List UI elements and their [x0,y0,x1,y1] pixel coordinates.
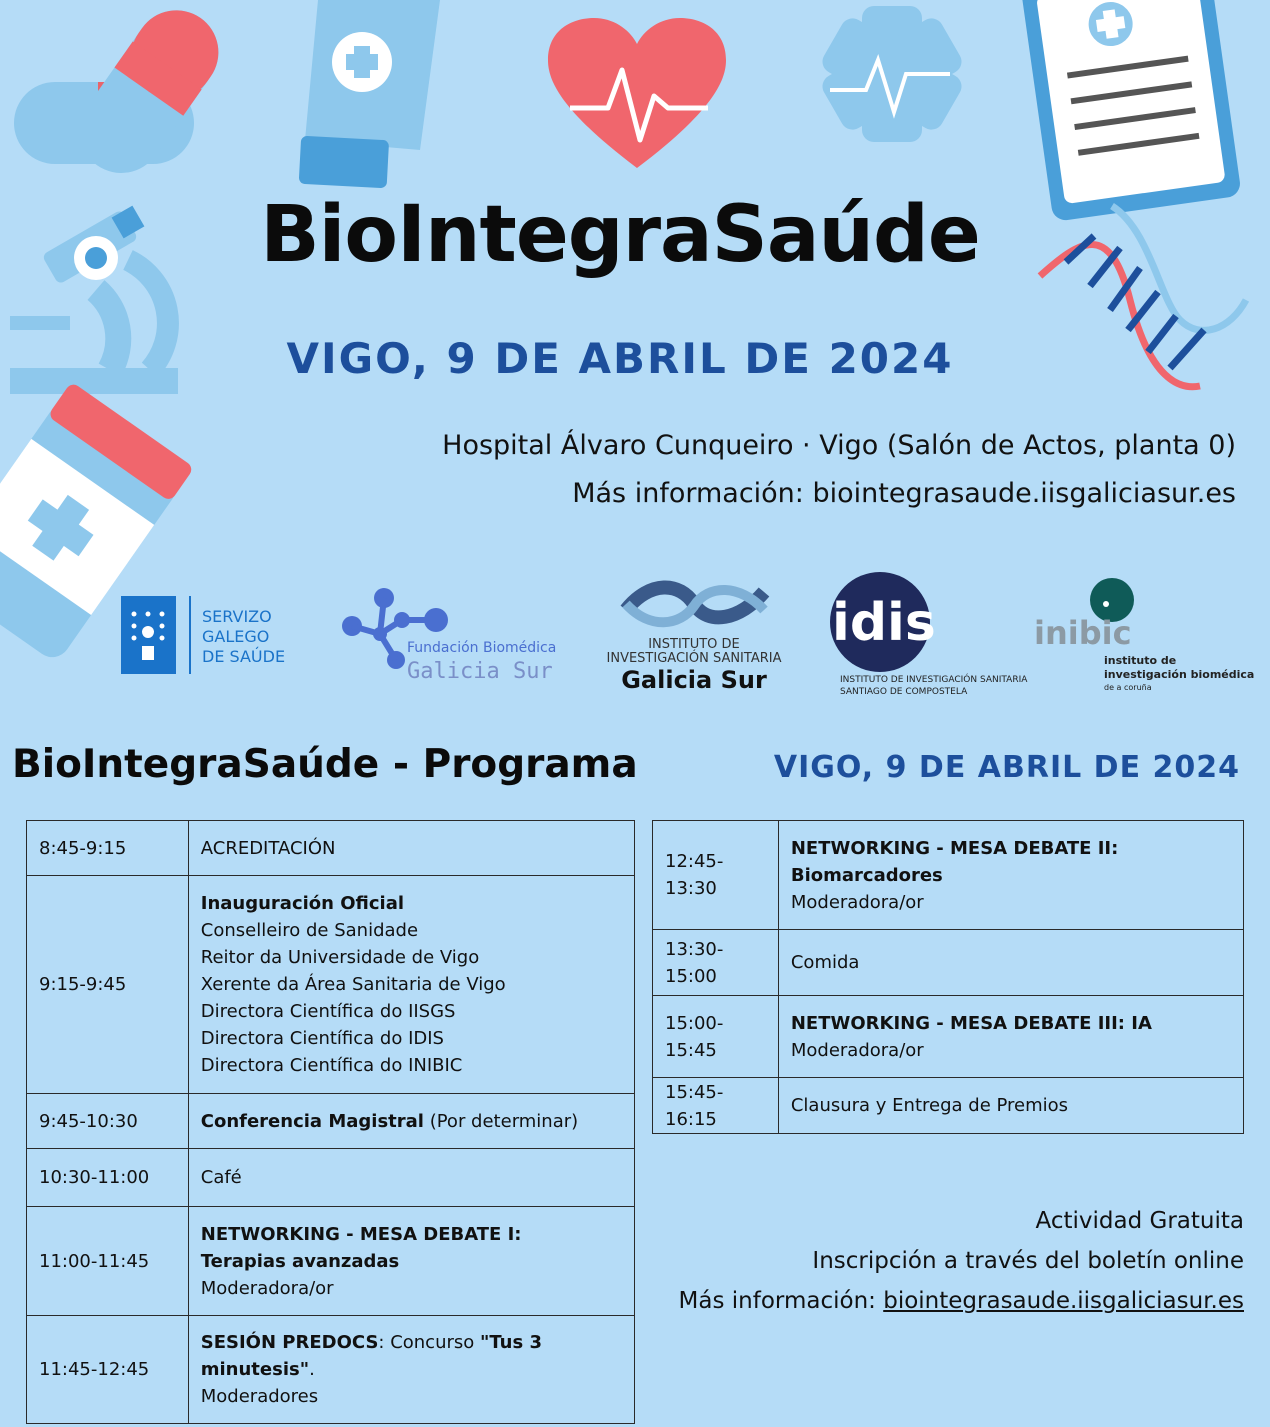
idis-logo-text-1: idis [832,593,936,653]
session-cell [188,1094,634,1149]
session-text: Conselleiro de Sanidade [200,920,419,941]
fundacion-logo-text-1: Fundación Biomédica [407,640,557,656]
table-row [653,1078,1244,1134]
time-cell: 15:45-16:15 [653,1078,779,1134]
table-row [653,821,1244,930]
session-text: Comida [790,952,860,973]
session-cell [778,821,1243,930]
time-cell: 12:45-13:30 [653,821,779,930]
session-cell [188,876,634,1094]
sergas-logo-text-3: DE SAÚDE [202,647,286,666]
session-text: (Por determinar) [423,1110,579,1132]
table-row [27,1094,635,1149]
time-cell: 15:00-15:45 [653,996,779,1078]
session-text: Directora Científica do IISGS [200,1001,456,1022]
registration-text: Inscripción a través del boletín online [812,1248,1244,1274]
session-heading: SESIÓN PREDOCS [200,1332,379,1353]
session-heading: NETWORKING - MESA DEBATE III: IA [790,1012,1152,1034]
session-heading: "Tus 3 minutesis" [200,1332,542,1380]
session-heading: Conferencia Magistral [200,1110,424,1132]
clipboard-icon [1020,0,1242,222]
event-venue: Hospital Álvaro Cunqueiro · Vigo (Salón de Actos, planta 0) [442,430,1236,461]
session-heading: NETWORKING - MESA DEBATE I: Terapias avanzadas [200,1223,522,1272]
idis-logo-text-3: SANTIAGO DE COMPOSTELA [840,687,968,697]
session-cell [188,821,634,876]
more-info-label: Más información: [678,1288,884,1314]
time-cell: 10:30-11:00 [27,1149,189,1207]
time-cell: 9:45-10:30 [27,1094,189,1149]
program-date: VIGO, 9 DE ABRIL DE 2024 [773,750,1240,785]
session-text: : Concurso [378,1332,480,1353]
session-text: Moderadora/or [200,1277,334,1299]
inibic-logo-text-2: instituto de [1104,654,1177,667]
inibic-logo [1034,578,1254,692]
fundacion-biomedica-logo [342,588,556,684]
time-cell: 11:00-11:45 [27,1207,189,1316]
pill-icon [14,0,235,189]
iisgs-logo-text-1: INSTITUTO DE [648,637,740,652]
table-row [27,1316,635,1424]
session-text: Café [200,1167,242,1188]
session-heading: Inauguración Oficial [200,893,405,914]
iisgs-logo-text-3: Galicia Sur [621,666,767,694]
schedule-table-left [26,820,635,1424]
free-activity-text: Actividad Gratuita [1035,1208,1244,1234]
medical-star-icon [818,6,966,142]
sergas-logo [121,596,285,674]
footer-more-info [679,1288,1244,1314]
fundacion-logo-text-2: Galicia Sur [407,659,553,684]
time-cell: 11:45-12:45 [27,1316,189,1424]
session-text: Xerente da Área Sanitaria de Vigo [200,974,506,995]
session-text: Clausura y Entrega de Premios [790,1095,1069,1116]
table-row [653,996,1244,1078]
time-cell: 8:45-9:15 [27,821,189,876]
iisgs-logo-text-2: INVESTIGACIÓN SANITARIA [606,651,782,666]
table-row [27,1207,635,1316]
idis-logo-text-2: INSTITUTO DE INVESTIGACIÓN SANITARIA [840,675,1028,685]
session-cell [188,1207,634,1316]
more-info-link[interactable]: Más información: biointegrasaude.iisgaliciasur.es [572,478,1236,509]
event-title: BioIntegraSaúde [260,190,980,280]
table-row [653,930,1244,996]
sergas-logo-text-2: GALEGO [202,627,270,646]
session-text: Directora Científica do IDIS [200,1028,444,1049]
table-row [27,1149,635,1207]
idis-logo [830,572,1028,697]
session-cell [778,930,1243,996]
event-date: VIGO, 9 DE ABRIL DE 2024 [286,334,954,383]
inibic-logo-text-1: inibic [1034,614,1132,652]
heart-icon [548,18,726,168]
program-title: BioIntegraSaúde - Programa [12,742,638,787]
session-cell [778,996,1243,1078]
ointment-tube-icon [299,0,440,188]
table-row [27,876,635,1094]
table-row [27,821,635,876]
time-cell: 9:15-9:45 [27,876,189,1094]
iisgs-logo [607,587,782,694]
session-text: Moderadora/or [790,891,924,913]
sponsor-logos [0,570,1270,710]
schedule-table-right [652,820,1244,1134]
inibic-logo-text-4: de a coruña [1104,683,1152,692]
session-cell [188,1316,634,1424]
session-text: Directora Científica do INIBIC [200,1055,463,1076]
session-text: . [309,1359,315,1380]
sergas-logo-text-1: SERVIZO [202,607,272,626]
more-info-url-link[interactable]: biointegrasaude.iisgaliciasur.es [883,1288,1244,1314]
time-cell: 13:30-15:00 [653,930,779,996]
inibic-logo-text-3: investigación biomédica [1104,668,1255,681]
session-cell [778,1078,1243,1134]
session-cell [188,1149,634,1207]
session-text: Moderadores [200,1386,319,1407]
session-text: ACREDITACIÓN [200,837,336,859]
session-text: Moderadora/or [790,1039,924,1061]
session-heading: NETWORKING - MESA DEBATE II: Biomarcadores [790,837,1119,886]
session-text: Reitor da Universidade de Vigo [200,947,480,968]
